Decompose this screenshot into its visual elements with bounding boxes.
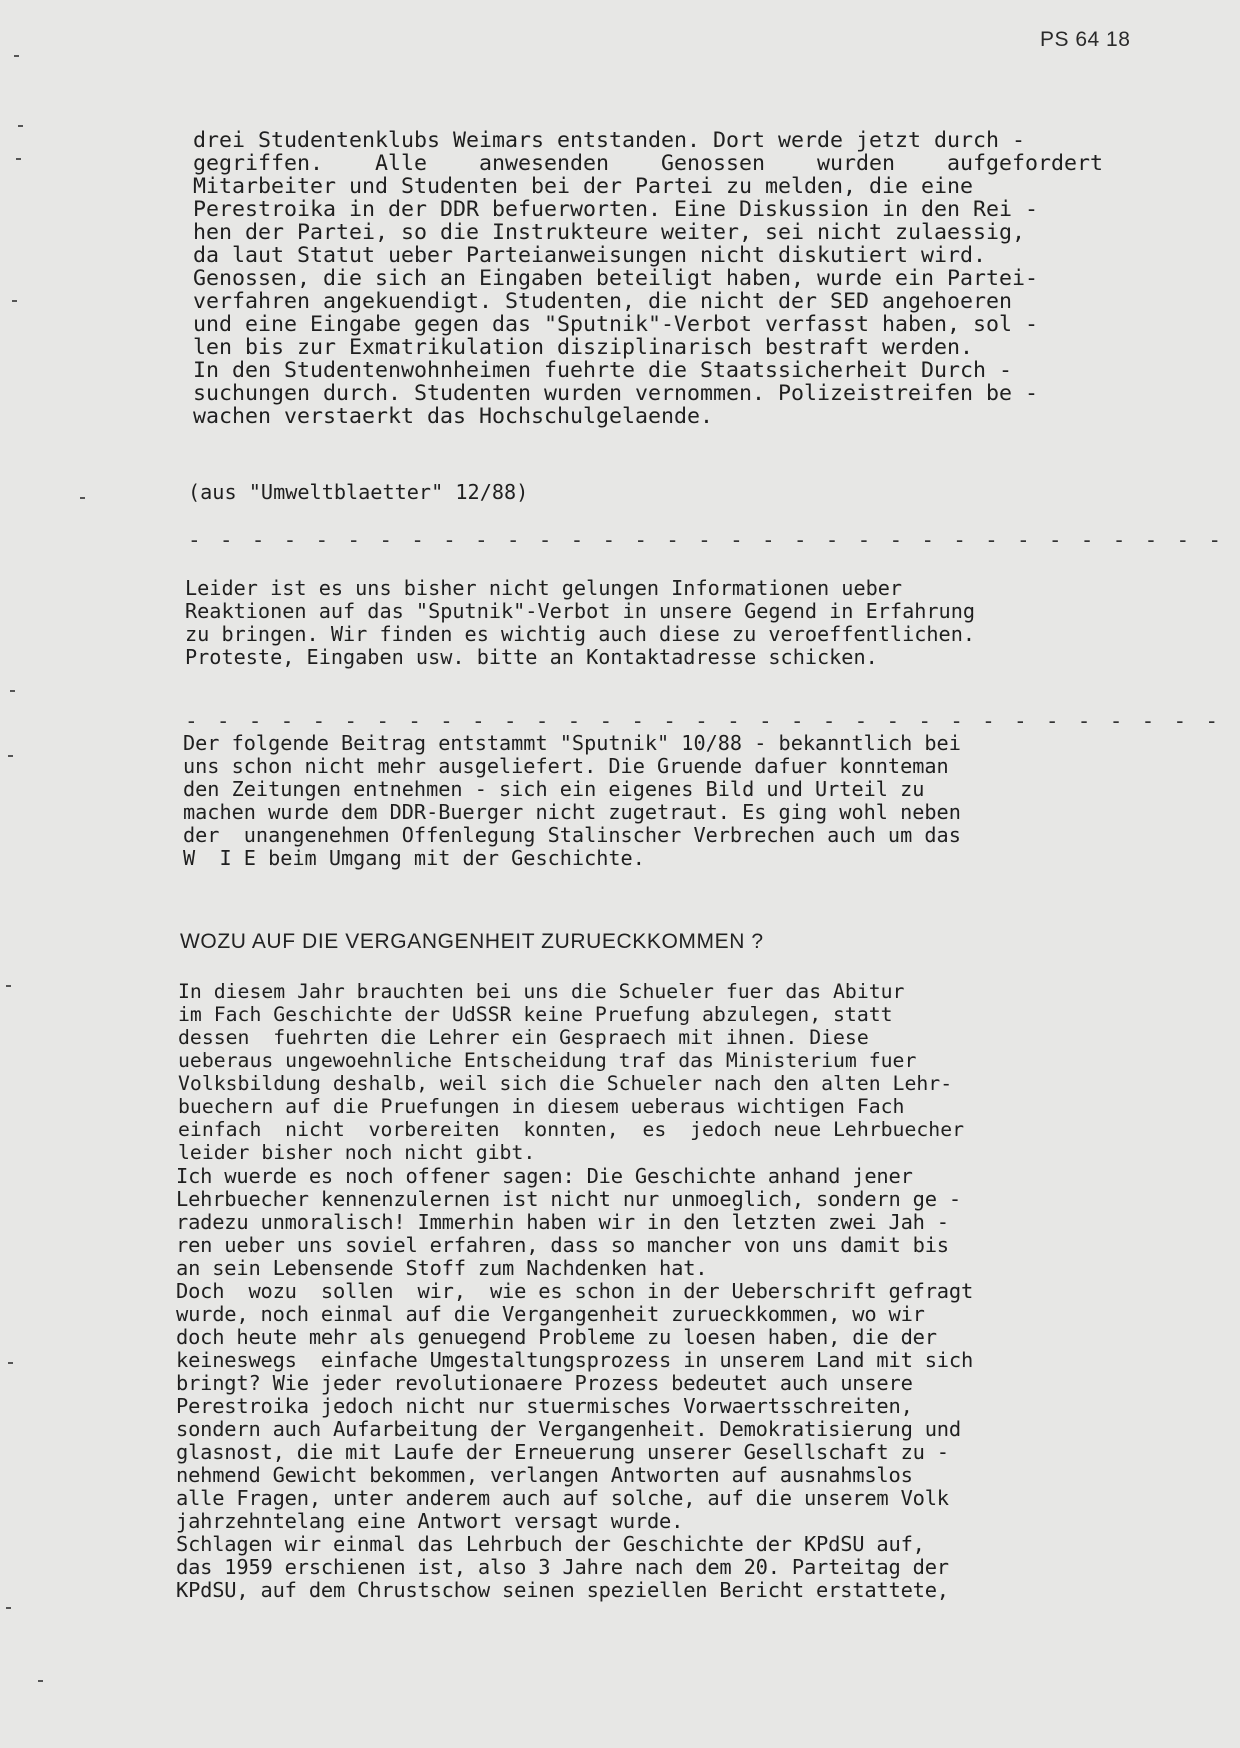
text-line: keineswegs einfache Umgestaltungsprozess in unserem Land mit sich (176, 1348, 974, 1372)
text-line: sondern auch Aufarbeitung der Vergangenheit. Demokratisierung und (176, 1417, 961, 1441)
text-line: In den Studentenwohnheimen fuehrte die Staatssicherheit Durch - (193, 358, 1013, 383)
text-line: das 1959 erschienen ist, also 3 Jahre nach dem 20. Parteitag der (176, 1555, 949, 1579)
text-line: und eine Eingabe gegen das "Sputnik"-Verbot verfasst haben, sol - (193, 312, 1039, 337)
text-line: Ich wuerde es noch offener sagen: Die Geschichte anhand jener (176, 1164, 913, 1188)
scan-speck (8, 755, 13, 757)
text-line: W I E beim Umgang mit der Geschichte. (183, 846, 645, 870)
text-line: Volksbildung deshalb, weil sich die Schueler nach den alten Lehr- (178, 1072, 953, 1095)
article-heading: WOZU AUF DIE VERGANGENHEIT ZURUECKKOMMEN ? (180, 930, 764, 953)
text-line: suchungen durch. Studenten wurden vernommen. Polizeistreifen be - (193, 381, 1039, 406)
scan-speck (14, 55, 19, 57)
text-line: dessen fuehrten die Lehrer ein Gespraech mit ihnen. Diese (178, 1026, 869, 1049)
text-line: ren ueber uns soviel erfahren, dass so mancher von uns damit bis (176, 1233, 949, 1257)
text-line: alle Fragen, unter anderem auch auf solche, auf die unserem Volk (176, 1486, 949, 1510)
text-line: Lehrbuecher kennenzulernen ist nicht nur unmoeglich, sondern ge - (176, 1187, 961, 1211)
text-line: der unangenehmen Offenlegung Stalinscher Verbrechen auch um das (183, 823, 961, 847)
text-line: Reaktionen auf das "Sputnik"-Verbot in unsere Gegend in Erfahrung (185, 599, 976, 623)
scan-speck (12, 300, 17, 302)
text-line: ueberaus ungewoehnliche Entscheidung traf das Ministerium fuer (178, 1049, 917, 1072)
text-line: den Zeitungen entnehmen - sich ein eigenes Bild und Urteil zu (183, 777, 925, 801)
text-line: In diesem Jahr brauchten bei uns die Schueler fuer das Abitur (178, 980, 905, 1003)
text-line: KPdSU, auf dem Chrustschow seinen speziellen Bericht erstattete, (176, 1578, 949, 1602)
text-line: einfach nicht vorbereiten konnten, es jedoch neue Lehrbuecher (178, 1118, 965, 1141)
scan-speck (6, 985, 11, 987)
text-line: wachen verstaerkt das Hochschulgelaende. (193, 404, 714, 429)
text-line: Perestroika jedoch nicht nur stuermisches Vorwaertsschreiten, (176, 1394, 913, 1418)
text-line: leider bisher noch nicht gibt. (178, 1141, 536, 1164)
text-line: machen wurde dem DDR-Buerger nicht zugetraut. Es ging wohl neben (183, 800, 961, 824)
separator-line: - - - - - - - - - - - - - - - - - - - - - - - - - - - - - - - - - (185, 709, 1222, 733)
text-line: bringt? Wie jeder revolutionaere Prozess bedeutet auch unsere (176, 1371, 913, 1395)
separator-line: - - - - - - - - - - - - - - - - - - - - - - - - - - - - - - - - - (188, 528, 1225, 552)
text-line: drei Studentenklubs Weimars entstanden. Dort werde jetzt durch - (193, 128, 1026, 153)
scan-speck (18, 125, 23, 127)
text-line: Proteste, Eingaben usw. bitte an Kontaktadresse schicken. (185, 645, 878, 669)
text-line: Mitarbeiter und Studenten bei der Partei zu melden, die eine (193, 174, 974, 199)
text-line: da laut Statut ueber Parteianweisungen nicht diskutiert wird. (193, 243, 987, 268)
text-line: uns schon nicht mehr ausgeliefert. Die Gruende dafuer konnteman (183, 754, 949, 778)
text-line: zu bringen. Wir finden es wichtig auch diese zu veroeffentlichen. (185, 622, 976, 646)
text-line: hen der Partei, so die Instrukteure weiter, sei nicht zulaessig, (193, 220, 1026, 245)
text-line: im Fach Geschichte der UdSSR keine Pruefung abzulegen, statt (178, 1003, 893, 1026)
text-line: Doch wozu sollen wir, wie es schon in der Ueberschrift gefragt (176, 1279, 974, 1303)
scan-speck (38, 1680, 43, 1682)
text-line: len bis zur Exmatrikulation disziplinarisch bestraft werden. (193, 335, 974, 360)
text-line: Genossen, die sich an Eingaben beteiligt haben, wurde ein Partei- (193, 266, 1039, 291)
text-line: gegriffen. Alle anwesenden Genossen wurden aufgefordert (193, 151, 1104, 176)
text-line: jahrzehntelang eine Antwort versagt wurde. (176, 1509, 684, 1533)
text-line: Perestroika in der DDR befuerworten. Eine Diskussion in den Rei - (193, 197, 1039, 222)
scan-speck (16, 158, 21, 160)
text-line: Schlagen wir einmal das Lehrbuch der Geschichte der KPdSU auf, (176, 1532, 925, 1556)
text-line: wurde, noch einmal auf die Vergangenheit zurueckkommen, wo wir (176, 1302, 925, 1326)
scan-speck (8, 1362, 13, 1364)
scan-speck (6, 1607, 11, 1609)
source-note: (aus "Umweltblaetter" 12/88) (188, 480, 529, 504)
scan-speck (80, 497, 85, 499)
text-line: buechern auf die Pruefungen in diesem ueberaus wichtigen Fach (178, 1095, 905, 1118)
scan-speck (10, 690, 15, 692)
text-line: an sein Lebensende Stoff zum Nachdenken hat. (176, 1256, 708, 1280)
text-line: Leider ist es uns bisher nicht gelungen Informationen ueber (185, 576, 903, 600)
text-line: doch heute mehr als genuegend Probleme zu loesen haben, die der (176, 1325, 937, 1349)
text-line: glasnost, die mit Laufe der Erneuerung unserer Gesellschaft zu - (176, 1440, 949, 1464)
text-line: radezu unmoralisch! Immerhin haben wir in den letzten zwei Jah - (176, 1210, 949, 1234)
text-line: Der folgende Beitrag entstammt "Sputnik" 10/88 - bekanntlich bei (183, 731, 961, 755)
text-line: verfahren angekuendigt. Studenten, die nicht der SED angehoeren (193, 289, 1013, 314)
page-number: PS 64 18 (1040, 28, 1131, 51)
text-line: nehmend Gewicht bekommen, verlangen Antworten auf ausnahmslos (176, 1463, 913, 1487)
